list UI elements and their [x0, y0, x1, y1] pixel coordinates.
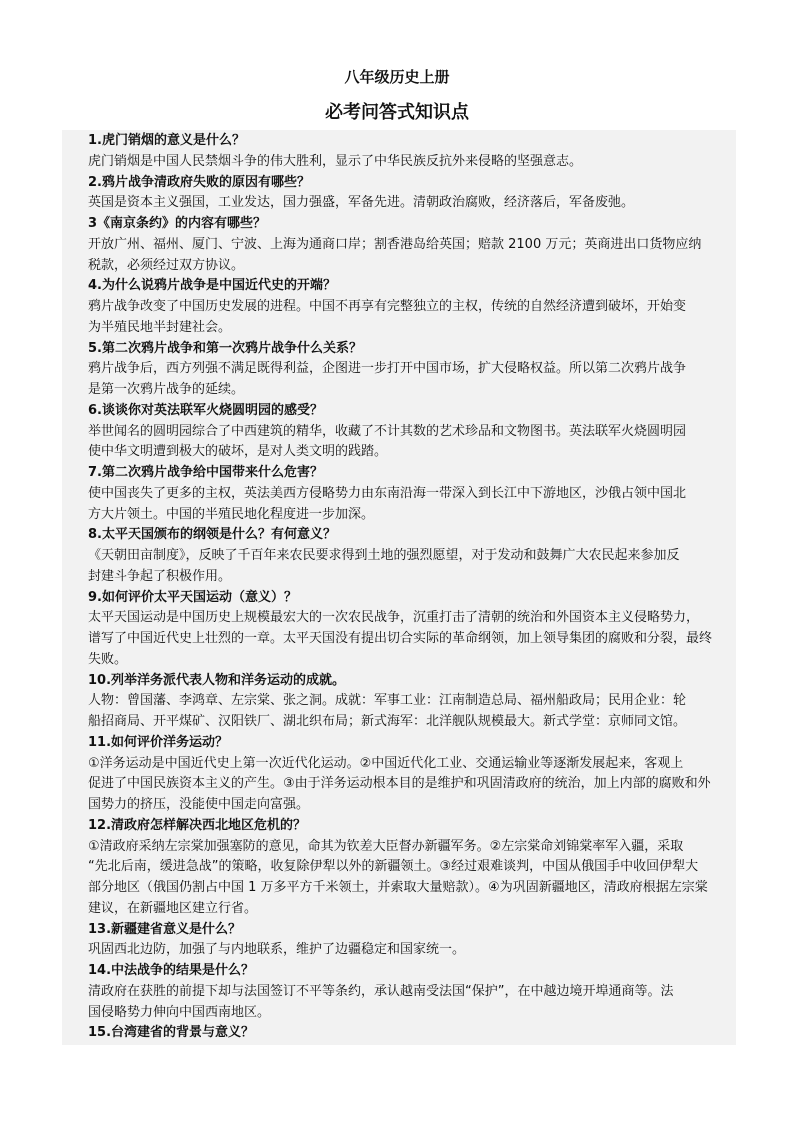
answer-line: 方大片领土。中国的半殖民地化程度进一步加深。: [88, 506, 375, 522]
answer-line: 是第一次鸦片战争的延续。: [88, 382, 245, 397]
question-line: 6.谈谈你对英法联军火烧圆明园的感受？: [88, 402, 323, 418]
question-line: 8.太平天国颁布的纲领是什么？有何意义？: [88, 527, 336, 543]
question-line: 3《南京条约》的内容有哪些？: [88, 216, 267, 231]
answer-line: 鸦片战争改变了中国历史发展的进程。中国不再享有完整独立的主权，传统的自然经济遭到破坏，开始变: [88, 299, 687, 314]
question-line: 5.第二次鸦片战争和第一次鸦片战争什么关系？: [88, 340, 362, 356]
answer-line: 为半殖民地半封建社会。: [88, 319, 232, 335]
answer-line: 使中国丧失了更多的主权，英法美西方侵略势力由东南沿海一带深入到长江中下游地区，沙俄占领中国北: [88, 485, 687, 501]
answer-line: 失败。: [88, 651, 128, 667]
answer-line: 英国是资本主义强国，工业发达，国力强盛，军备先进。清朝政治腐败，经济落后，军备废弛。: [88, 195, 635, 211]
question-line: 15.台湾建省的背景与意义？: [88, 1025, 255, 1041]
question-line: 1.虎门销烟的意义是什么？: [88, 133, 245, 148]
answer-line: 税款，必须经过双方协议。: [88, 257, 245, 273]
answer-line: 人物：曾国藩、李鸿章、左宗棠、张之洞。成就：军事工业：江南制造总局、福州船政局；民用企业：轮: [88, 693, 687, 709]
qa-content: [62, 130, 736, 1045]
question-line: 14.中法战争的结果是什么？: [88, 963, 255, 978]
answer-line: 虎门销烟是中国人民禁烟斗争的伟大胜利，显示了中华民族反抗外来侵略的坚强意志。: [88, 153, 583, 169]
answer-line: 船招商局、开平煤矿、汉阳铁厂、湖北织布局；新式海军：北洋舰队规模最大。新式学堂：京师同文馆。: [88, 714, 687, 729]
answer-line: 部分地区（俄国仍割占中国 1 万多平方千米领土，并索取大量赔款）。④为巩固新疆地区，清政府根据左宗棠: [88, 880, 708, 895]
answer-line: 国侵略势力伸向中国西南地区。: [88, 1004, 271, 1020]
answer-line: 国势力的挤压，没能使中国走向富强。: [88, 797, 310, 812]
answer-line: 开放广州、福州、厦门、宁波、上海为通商口岸；割香港岛给英国；赔款 2100 万元；英商进出口货物应纳: [88, 236, 702, 252]
answer-line: 举世闻名的圆明园综合了中西建筑的精华，收藏了不计其数的艺术珍品和文物图书。英法联军火烧圆明园: [88, 423, 687, 439]
question-line: 7.第二次鸦片战争给中国带来什么危害？: [88, 465, 323, 480]
answer-line: 使中华文明遭到极大的破坏，是对人类文明的践踏。: [88, 444, 388, 460]
answer-line: 促进了中国民族资本主义的产生。③由于洋务运动根本目的是维护和巩固清政府的统治，加上内部的腐败和外: [88, 776, 711, 792]
answer-line: ①洋务运动是中国近代史上第一次近代化运动。②中国近代化工业、交通运输业等逐渐发展起来，客观上: [88, 755, 684, 771]
answer-line: “先北后南，缓进急战”的策略，收复除伊犁以外的新疆领土。③经过艰难谈判，中国从俄国手中收回伊犁大: [88, 859, 699, 875]
answer-line: 《天朝田亩制度》，反映了千百年来农民要求得到土地的强烈愿望，对于发动和鼓舞广大农民起来参加反: [88, 548, 680, 563]
question-line: 9.如何评价太平天国运动（意义）？: [88, 589, 297, 605]
question-line: 11.如何评价洋务运动？: [88, 734, 229, 750]
document-title: 八年级历史上册: [344, 68, 450, 86]
answer-line: 封建斗争起了积极作用。: [88, 568, 232, 584]
question-line: 13.新疆建省意义是什么？: [88, 921, 242, 937]
answer-line: 建议，在新疆地区建立行省。: [88, 900, 258, 916]
answer-line: ①清政府采纳左宗棠加强塞防的意见，命其为钦差大臣督办新疆军务。②左宗棠命刘锦棠率军入疆，采取: [88, 838, 684, 854]
answer-line: 巩固西北边防，加强了与内地联系，维护了边疆稳定和国家统一。: [88, 942, 466, 958]
question-line: 12.清政府怎样解决西北地区危机的？: [88, 817, 307, 833]
question-line: 2.鸦片战争清政府失败的原因有哪些？: [88, 174, 310, 190]
answer-line: 谱写了中国近代史上壮烈的一章。太平天国没有提出切合实际的革命纲领，加上领导集团的腐败和分裂，最终: [88, 631, 713, 646]
question-line: 10.列举洋务派代表人物和洋务运动的成就。: [88, 672, 346, 688]
answer-line: 太平天国运动是中国历史上规模最宏大的一次农民战争，沉重打击了清朝的统治和外国资本主义侵略势力，: [88, 610, 700, 626]
answer-line: 鸦片战争后，西方列强不满足既得利益，企图进一步打开中国市场，扩大侵略权益。所以第二次鸦片战争: [88, 361, 687, 377]
question-line: 4.为什么说鸦片战争是中国近代史的开端？: [88, 278, 336, 294]
answer-line: 清政府在获胜的前提下却与法国签订不平等条约，承认越南受法国“保护”，在中越边境开埠通商等。法: [88, 983, 674, 999]
document-subtitle: 必考问答式知识点: [325, 102, 469, 123]
